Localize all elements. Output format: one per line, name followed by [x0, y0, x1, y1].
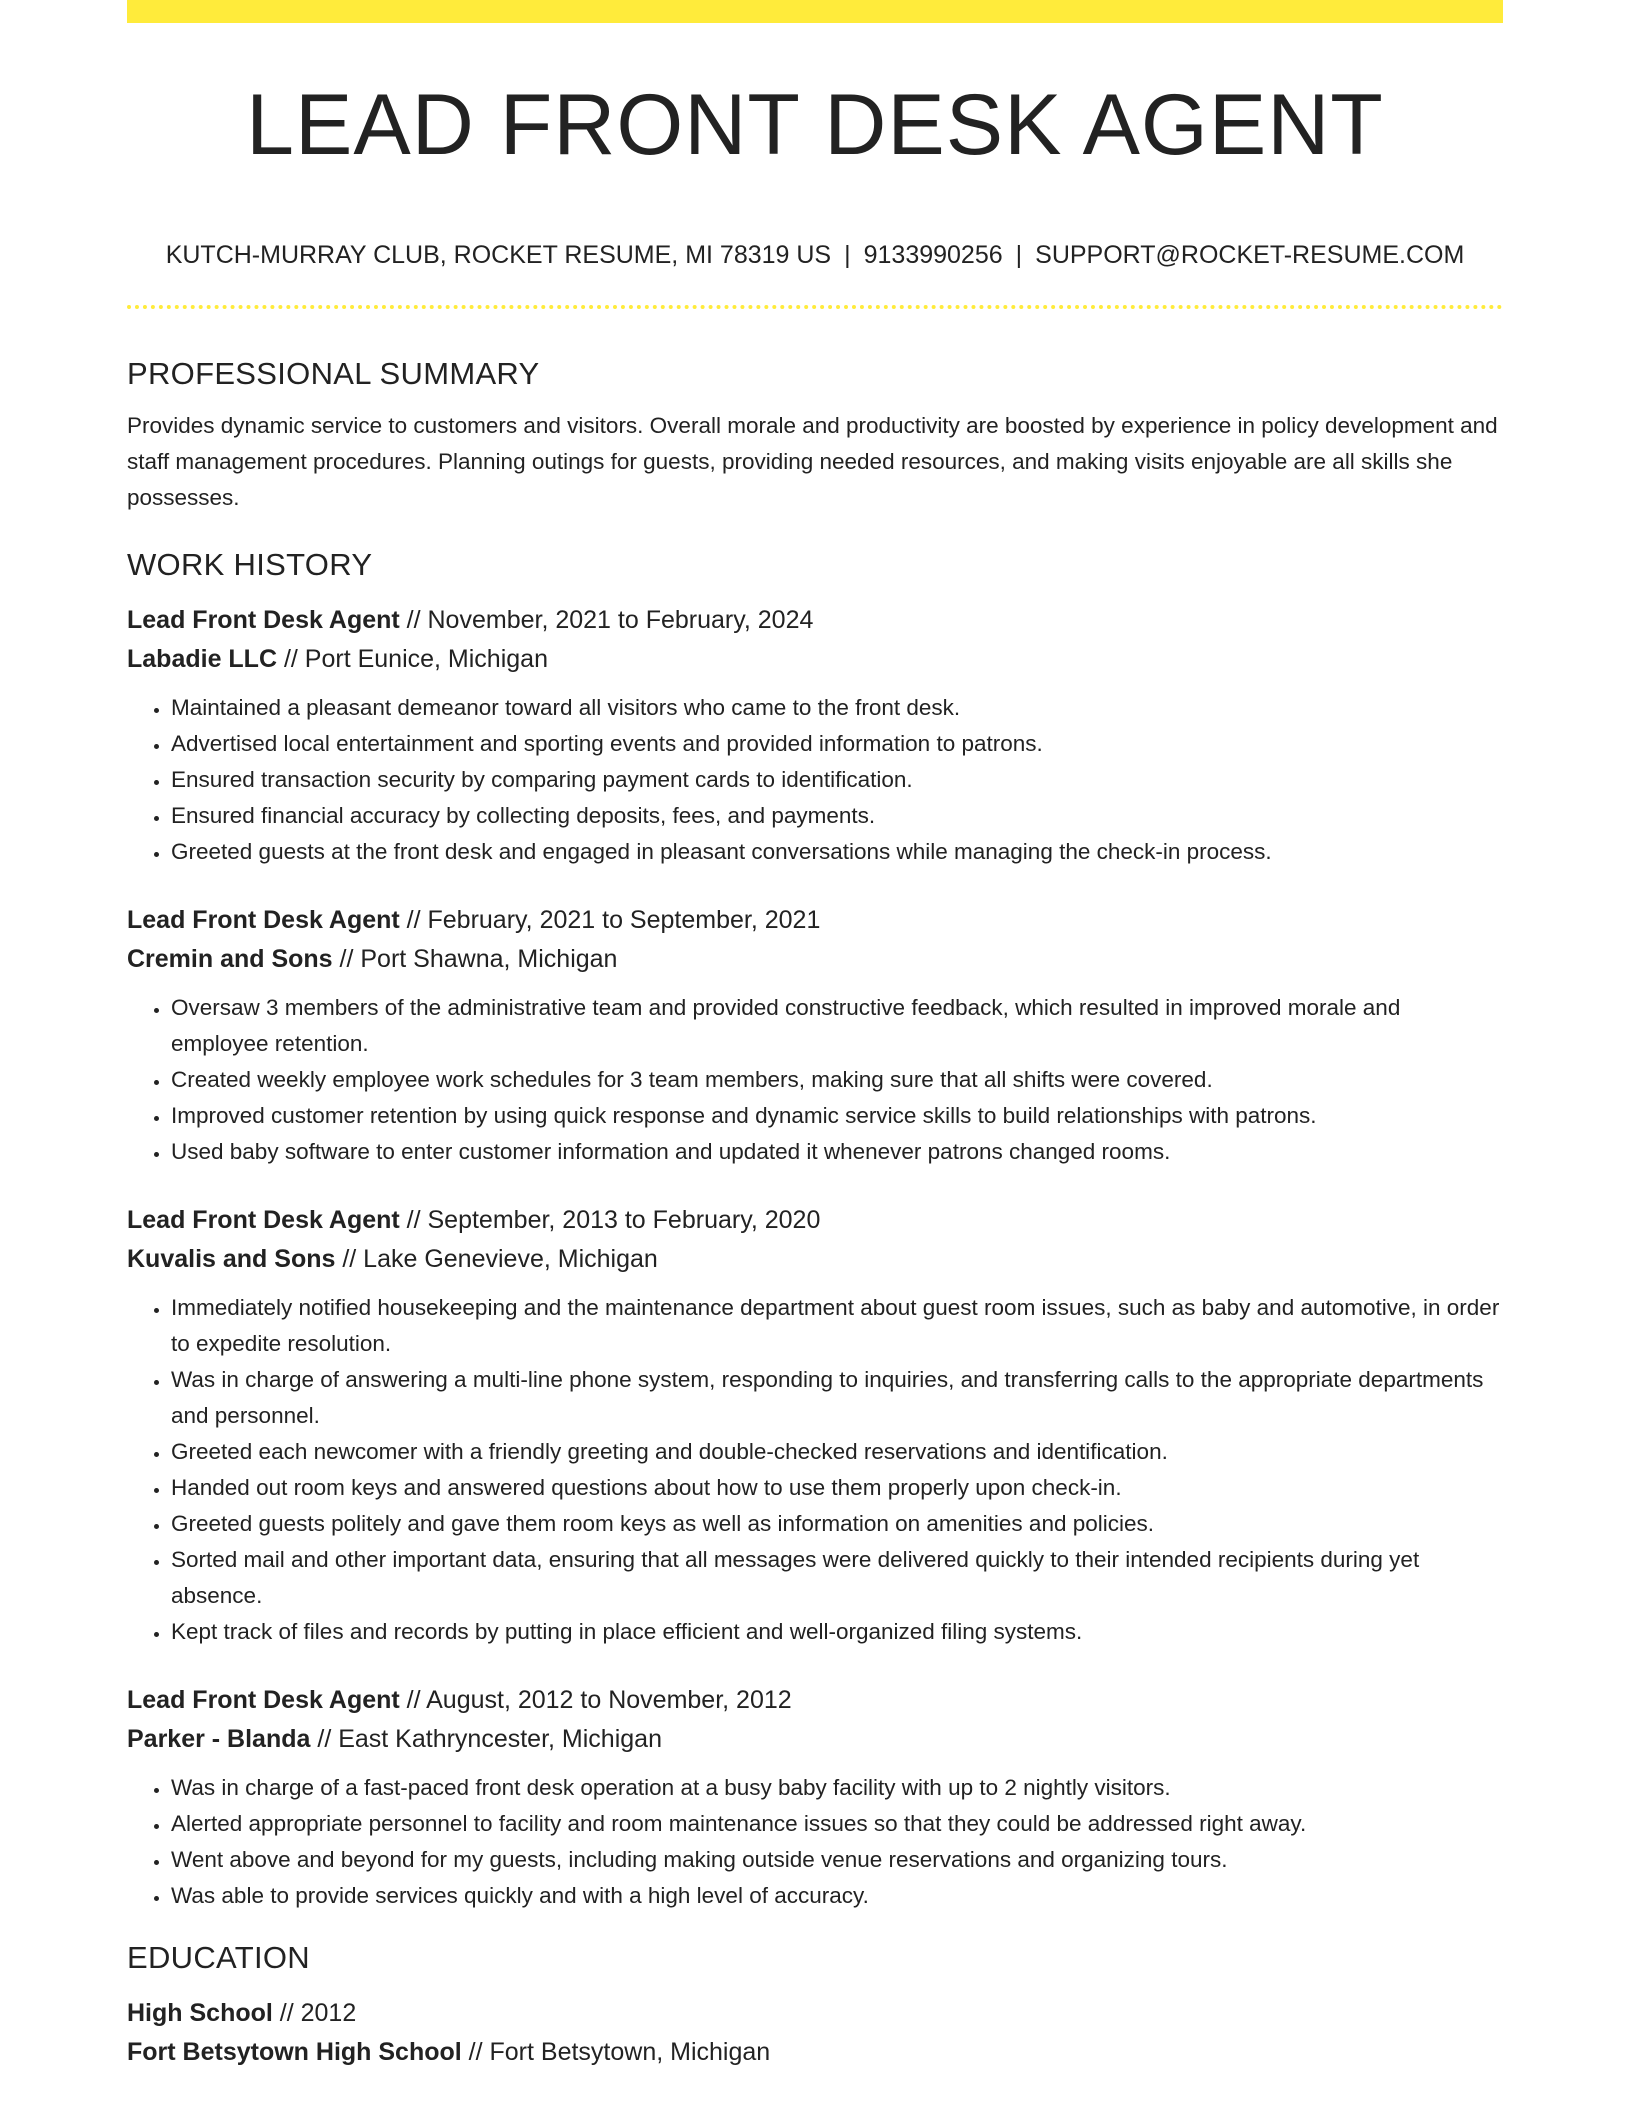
job-company-line — [127, 1720, 1503, 1759]
summary-section — [127, 352, 1503, 516]
education-school: Fort Betsytown High School — [127, 2038, 462, 2066]
job-title: Lead Front Desk Agent — [127, 1206, 400, 1234]
education-location: // Fort Betsytown, Michigan — [461, 2038, 771, 2066]
job-bullet: • Was in charge of answering a multi-line phone system, responding to inquiries, and transferring calls to the appropriate departments and personnel. — [171, 1362, 1503, 1434]
job-bullet: • Improved customer retention by using quick response and dynamic service skills to build relationships with patrons. — [171, 1098, 1503, 1134]
job-bullet: • Greeted guests at the front desk and engaged in pleasant conversations while managing the check-in process. — [171, 834, 1503, 870]
job-entry — [127, 1681, 1503, 1914]
job-bullets — [127, 690, 1503, 870]
education-year: // 2012 — [272, 1999, 357, 2027]
job-bullet: • Kept track of files and records by putting in place efficient and well-organized filing systems. — [171, 1614, 1503, 1650]
job-title: Lead Front Desk Agent — [127, 1686, 400, 1714]
job-bullet: • Was in charge of a fast-paced front desk operation at a busy baby facility with up to 2 nightly visitors. — [171, 1770, 1503, 1806]
job-bullet: • Greeted each newcomer with a friendly greeting and double-checked reservations and identification. — [171, 1434, 1503, 1470]
job-company-line — [127, 640, 1503, 679]
job-title-line — [127, 901, 1503, 940]
resume-body — [127, 352, 1503, 2072]
job-bullet: • Maintained a pleasant demeanor toward all visitors who came to the front desk. — [171, 690, 1503, 726]
job-entry — [127, 901, 1503, 1170]
job-bullets — [127, 1290, 1503, 1650]
accent-top-bar — [127, 0, 1503, 23]
job-bullet: • Went above and beyond for my guests, including making outside venue reservations and organizing tours. — [171, 1842, 1503, 1878]
contact-line — [127, 238, 1503, 272]
job-title: Lead Front Desk Agent — [127, 906, 400, 934]
section-heading: PROFESSIONAL SUMMARY — [127, 356, 540, 391]
job-company-line — [127, 1240, 1503, 1279]
job-bullets — [127, 990, 1503, 1170]
job-bullet: • Alerted appropriate personnel to facility and room maintenance issues so that they could be addressed right away. — [171, 1806, 1503, 1842]
job-bullet: • Sorted mail and other important data, ensuring that all messages were delivered quickly to their intended recipients during yet absence. — [171, 1542, 1503, 1614]
contact-email: SUPPORT@ROCKET-RESUME.COM — [1035, 241, 1465, 269]
job-bullet: • Created weekly employee work schedules for 3 team members, making sure that all shifts were covered. — [171, 1062, 1503, 1098]
job-location: // Port Eunice, Michigan — [277, 645, 548, 673]
contact-separator: | — [844, 241, 851, 269]
job-title-line — [127, 1681, 1503, 1720]
education-degree: High School — [127, 1999, 273, 2027]
job-dates: // August, 2012 to November, 2012 — [399, 1686, 792, 1714]
summary-text: Provides dynamic service to customers and visitors. Overall morale and productivity are boosted by experience in policy development and staff management procedures. Planning outings for guests, providing needed resources, and making visits enjoyable are all skills she possesses. — [127, 413, 1498, 510]
job-bullet: • Was able to provide services quickly and with a high level of accuracy. — [171, 1878, 1503, 1914]
education-school-line — [127, 2033, 1503, 2072]
job-dates: // November, 2021 to February, 2024 — [399, 606, 814, 634]
job-entry — [127, 1201, 1503, 1650]
job-company: Kuvalis and Sons — [127, 1245, 336, 1273]
education-degree-line — [127, 1994, 1503, 2033]
job-company: Cremin and Sons — [127, 945, 333, 973]
contact-separator: | — [1015, 241, 1023, 269]
job-bullet: • Ensured transaction security by comparing payment cards to identification. — [171, 762, 1503, 798]
job-bullet: • Ensured financial accuracy by collecting deposits, fees, and payments. — [171, 798, 1503, 834]
job-dates: // September, 2013 to February, 2020 — [399, 1206, 821, 1234]
job-bullet: • Immediately notified housekeeping and the maintenance department about guest room issues, such as baby and automotive, in order to expedite resolution. — [171, 1290, 1503, 1362]
contact-address: KUTCH-MURRAY CLUB, ROCKET RESUME, MI 78319 US — [165, 241, 832, 269]
job-title-line — [127, 601, 1503, 640]
job-bullets — [127, 1770, 1503, 1914]
contact-phone: 9133990256 — [863, 241, 1003, 269]
education-entry — [127, 1994, 1503, 2072]
job-company: Labadie LLC — [127, 645, 278, 673]
job-bullet: • Greeted guests politely and gave them room keys as well as information on amenities and policies. — [171, 1506, 1503, 1542]
job-bullet: • Handed out room keys and answered questions about how to use them properly upon check-in. — [171, 1470, 1503, 1506]
job-location: // Port Shawna, Michigan — [332, 945, 618, 973]
job-entry — [127, 601, 1503, 870]
job-company: Parker - Blanda — [127, 1725, 311, 1753]
job-company-line — [127, 940, 1503, 979]
section-heading: WORK HISTORY — [127, 547, 373, 582]
job-bullet: • Used baby software to enter customer information and updated it whenever patrons changed rooms. — [171, 1134, 1503, 1170]
job-title: Lead Front Desk Agent — [127, 606, 400, 634]
section-heading: EDUCATION — [127, 1940, 310, 1975]
dotted-divider — [127, 305, 1503, 309]
job-title-line — [127, 1201, 1503, 1240]
job-bullet: • Advertised local entertainment and sporting events and provided information to patrons. — [171, 726, 1503, 762]
education-section — [127, 1936, 1503, 2072]
job-bullet: • Oversaw 3 members of the administrative team and provided constructive feedback, which resulted in improved morale and employee retention. — [171, 990, 1503, 1062]
job-dates: // February, 2021 to September, 2021 — [399, 906, 821, 934]
job-location: // East Kathryncester, Michigan — [310, 1725, 662, 1753]
job-location: // Lake Genevieve, Michigan — [335, 1245, 658, 1273]
resume-title: LEAD FRONT DESK AGENT — [246, 77, 1384, 173]
work-history-section — [127, 543, 1503, 1914]
